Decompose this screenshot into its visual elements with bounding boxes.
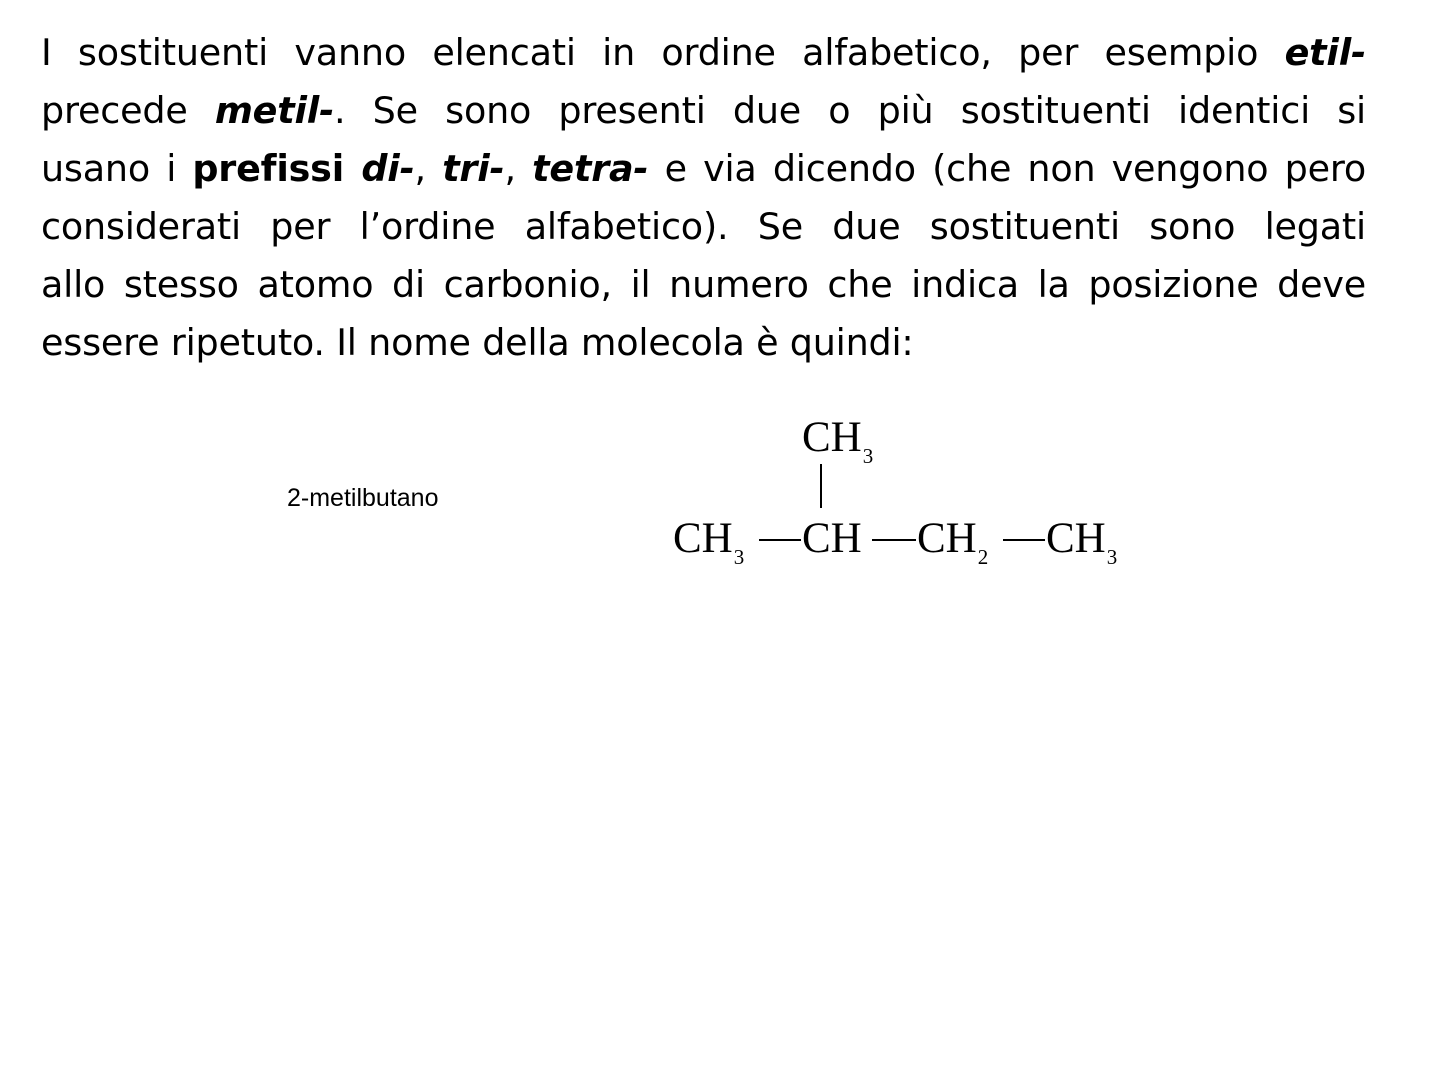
atom-label: CH	[917, 515, 977, 562]
chain-carbon-2	[802, 517, 863, 567]
atom-subscript: 3	[1106, 545, 1118, 569]
top-methyl-group	[802, 416, 873, 466]
chain-carbon-1	[673, 517, 744, 567]
paragraph-line-3	[41, 140, 1366, 198]
text-fragment: ,	[504, 147, 533, 190]
atom-subscript: 3	[862, 444, 874, 468]
paragraph-line-1	[41, 24, 1366, 82]
term-metil: metil-	[214, 89, 335, 132]
atom-subscript: 2	[977, 545, 989, 569]
atom-label: CH	[673, 515, 733, 562]
atom-label: CH	[1046, 515, 1106, 562]
term-etil: etil-	[1284, 31, 1366, 74]
bond-3-4	[1003, 539, 1045, 541]
atom-label: CH	[802, 414, 862, 461]
text-fragment: ,	[414, 147, 443, 190]
term-tetra: tetra-	[532, 147, 649, 190]
term-di: di-	[361, 147, 415, 190]
text-fragment: usano i	[41, 147, 193, 190]
chain-carbon-4	[1046, 517, 1117, 567]
paragraph-line-6: essere ripetuto. Il nome della molecola è quindi:	[41, 321, 914, 364]
text-fragment: I sostituenti vanno elencati in ordine alfabetico, per esempio	[41, 31, 1285, 74]
paragraph-line-2	[41, 82, 1366, 140]
molecule-name: 2-metilbutano	[287, 484, 439, 512]
vertical-bond	[820, 464, 822, 508]
paragraph-line-4: considerati per l’ordine alfabetico). Se due sostituenti sono legati	[41, 205, 1366, 248]
chain-carbon-3	[917, 517, 988, 567]
atom-subscript: 3	[733, 545, 745, 569]
term-prefissi: prefissi	[192, 147, 362, 190]
text-fragment: . Se sono presenti due o più sostituenti identici si	[334, 89, 1366, 132]
bond-1-2	[759, 539, 801, 541]
text-fragment: e via dicendo (che non vengono pero	[648, 147, 1366, 190]
bond-2-3	[872, 539, 916, 541]
term-tri: tri-	[442, 147, 505, 190]
paragraph-line-5: allo stesso atomo di carbonio, il numero che indica la posizione deve	[41, 263, 1366, 306]
text-fragment: precede	[41, 89, 215, 132]
atom-label: CH	[802, 515, 862, 562]
explanation-paragraph	[41, 24, 1366, 372]
